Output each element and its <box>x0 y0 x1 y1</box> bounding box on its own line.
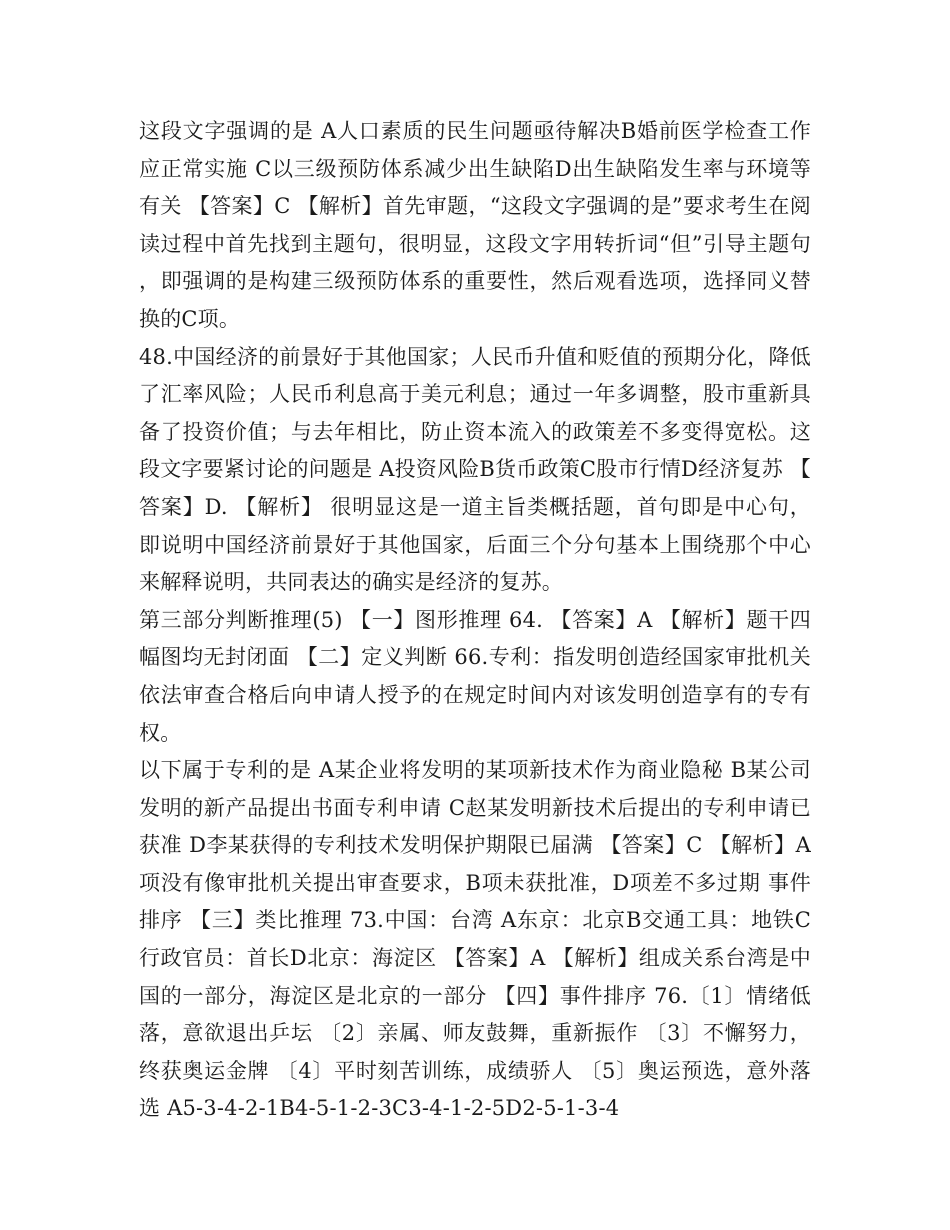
paragraph-part-three-reasoning: 第三部分判断推理(5) 【一】图形推理 64. 【答案】A 【解析】题干四幅图均无封闭面 【二】定义判断 66.专利：指发明创造经国家审批机关依法审查合格后向申请人授予的在规定时间内对该发明创造享有的专有权。 <box>139 607 811 745</box>
paragraph-question-47-analysis: 这段文字强调的是 A人口素质的民生问题亟待解决B婚前医学检查工作应正常实施 C以三级预防体系减少出生缺陷D出生缺陷发生率与环境等有关 【答案】C 【解析】首先审题，“这段文字强调的是”要求考生在阅读过程中首先找到主题句，很明显，这段文字用转折词“但”引导主题句，即强调的是构建三级预防体系的重要性，然后观看选项，选择同义替换的C项。 <box>139 119 811 331</box>
paragraph-patent-and-sequencing: 以下属于专利的是 A某企业将发明的某项新技术作为商业隐秘 B某公司发明的新产品提出书面专利申请 C赵某发明新技术后提出的专利申请已获准 D李某获得的专利技术发明保护期限已届满 【答案】C 【解析】A项没有像审批机关提出审查要求，B项未获批准，D项差不多过期 事件排序 【三】类比推理 73.中国：台湾 A东京：北京B交通工具：地铁C行政官员：首长D北京：海淀区 【答案】A 【解析】组成关系台湾是中国的一部分，海淀区是北京的一部分 【四】事件排序 76.〔1〕情绪低落，意欲退出乒坛 〔2〕亲属、师友鼓舞，重新振作 〔3〕不懈努力，终获奥运金牌 〔4〕平时刻苦训练，成绩骄人 〔5〕奥运预选，意外落选 A5-3-4-2-1B4-5-1-2-3C3-4-1-2-5D2-5-1-3-4 <box>139 758 811 1121</box>
paragraph-question-48: 48.中国经济的前景好于其他国家；人民币升值和贬值的预期分化，降低了汇率风险；人民币利息高于美元利息；通过一年多调整，股市重新具备了投资价值；与去年相比，防止资本流入的政策差不多变得宽松。这段文字要紧讨论的问题是 A投资风险B货币政策C股市行情D经济复苏 【答案】D. 【解析】 很明显这是一道主旨类概括题，首句即是中心句，即说明中国经济前景好于其他国家，后面三个分句基本上围绕那个中心来解释说明，共同表达的确实是经济的复苏。 <box>139 344 811 595</box>
document-body <box>139 113 811 1128</box>
